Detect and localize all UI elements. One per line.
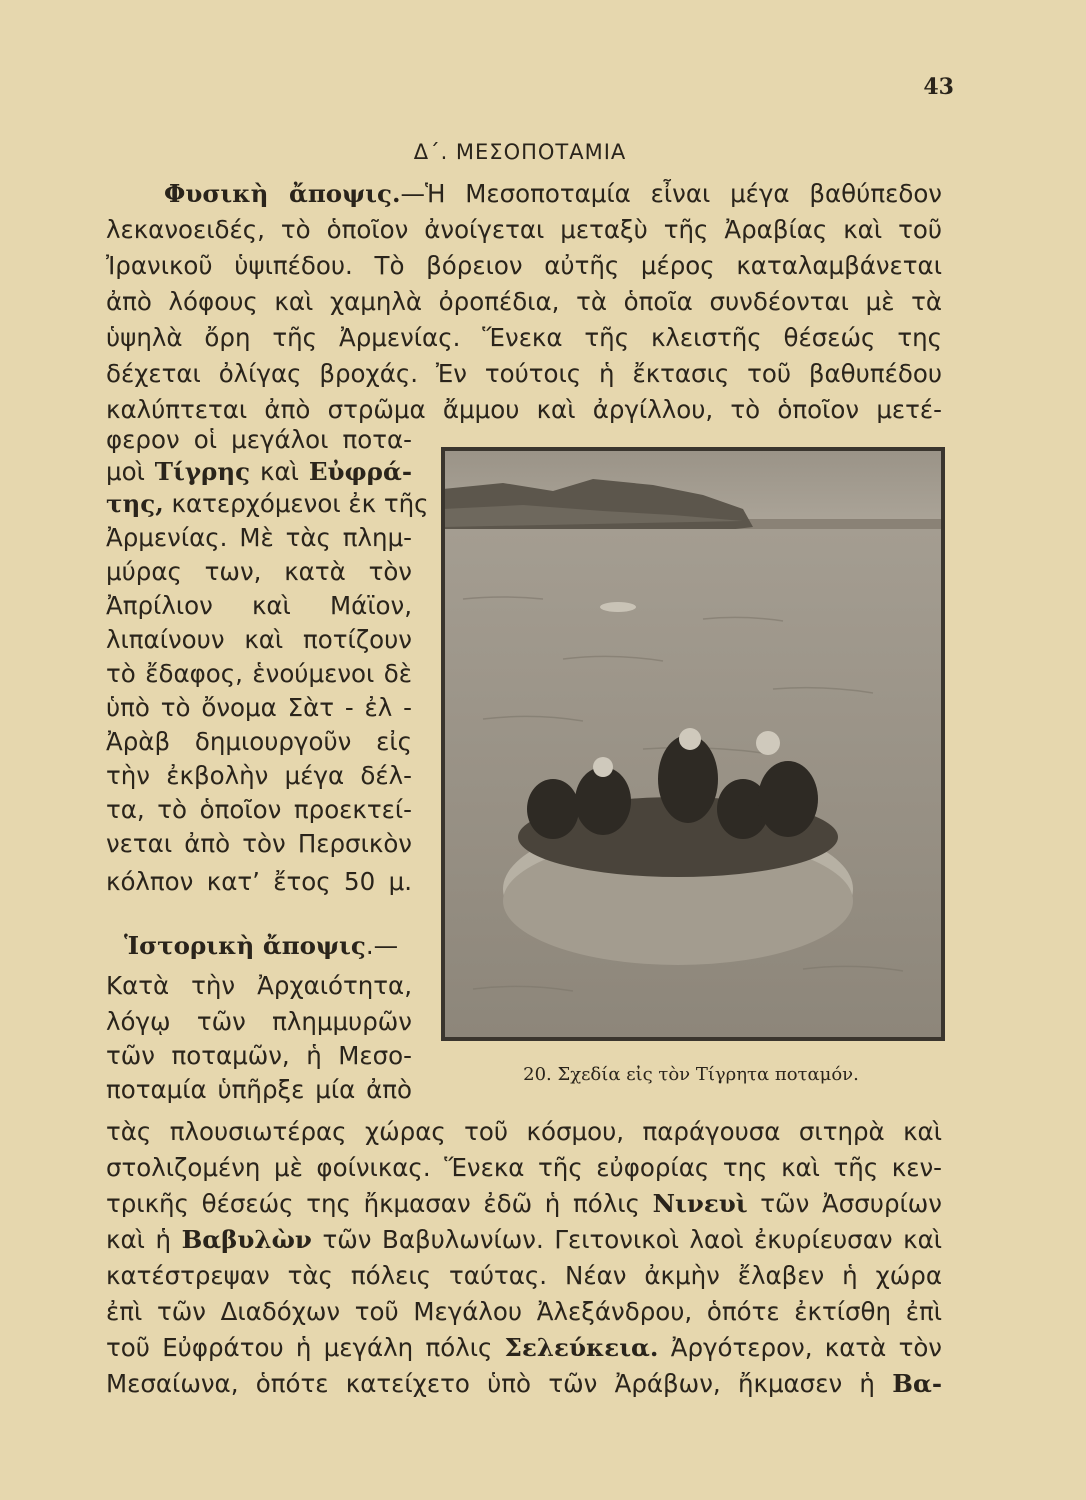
paragraph-line: κατέστρεψαν τὰς πόλεις ταύτας. Νέαν ἀκμὴν ἔλαβεν ἡ χώρα bbox=[106, 1261, 942, 1290]
section-heading-historical: Ἱστορικὴ ἄποψις bbox=[124, 931, 366, 960]
paragraph-line: μοὶ Τίγρης καὶ Εὐφρά- bbox=[106, 457, 412, 486]
figure-caption: 20. Σχεδία εἰς τὸν Τίγρητα ποταμόν. bbox=[523, 1064, 859, 1085]
paragraph-line: Ἀρὰβ δημιουργοῦν εἰς bbox=[106, 727, 412, 756]
paragraph-line: κόλπον κατ’ ἔτος 50 μ. bbox=[106, 867, 412, 896]
paragraph-line: τῶν ποταμῶν, ἡ Μεσο- bbox=[106, 1041, 412, 1070]
paragraph-line: καλύπτεται ἀπὸ στρῶμα ἄμμου καὶ ἀργίλλου, τὸ ὁποῖον μετέ- bbox=[106, 395, 942, 424]
chapter-title: Δ΄. ΜΕΣΟΠΟΤΑΜΙΑ bbox=[413, 140, 627, 164]
section-heading-physical: Φυσικὴ ἄποψις. bbox=[164, 179, 401, 208]
paragraph-line: στολιζομένη μὲ φοίνικας. Ἕνεκα τῆς εὐφορίας της καὶ τῆς κεν- bbox=[106, 1153, 942, 1182]
paragraph-line: ἐπὶ τῶν Διαδόχων τοῦ Μεγάλου Ἀλεξάνδρου, ὁπότε ἐκτίσθη ἐπὶ bbox=[106, 1297, 942, 1326]
paragraph-line: λόγῳ τῶν πλημμυρῶν bbox=[106, 1007, 412, 1036]
paragraph-line: ὑψηλὰ ὄρη τῆς Ἀρμενίας. Ἕνεκα τῆς κλειστῆς θέσεώς της bbox=[106, 323, 942, 352]
paragraph-line: νεται ἀπὸ τὸν Περσικὸν bbox=[106, 829, 412, 858]
paragraph-line: ἀπὸ λόφους καὶ χαμηλὰ ὀροπέδια, τὰ ὁποῖα συνδέονται μὲ τὰ bbox=[106, 287, 942, 316]
paragraph-line: τὰς πλουσιωτέρας χώρας τοῦ κόσμου, παράγουσα σιτηρὰ καὶ bbox=[106, 1117, 942, 1146]
paragraph-line: τὴν ἐκβολὴν μέγα δέλ- bbox=[106, 761, 412, 790]
photo-raft-on-tigris bbox=[441, 447, 945, 1041]
paragraph-line: τα, τὸ ὁποῖον προεκτεί- bbox=[106, 795, 412, 824]
paragraph-line: τρικῆς θέσεώς της ἤκμασαν ἐδῶ ἡ πόλις Νινευὶ τῶν Ἀσσυρίων bbox=[106, 1189, 942, 1218]
paragraph-line: Φυσικὴ ἄποψις.—Ἡ Μεσοποταμία εἶναι μέγα βαθύπεδον bbox=[164, 179, 942, 208]
city-seleucia: Σελεύκεια. bbox=[504, 1333, 659, 1362]
paragraph-line: καὶ ἡ Βαβυλὼν τῶν Βαβυλωνίων. Γειτονικοὶ λαοὶ ἐκυρίευσαν καὶ bbox=[106, 1225, 943, 1254]
paragraph-line: Ἀρμενίας. Μὲ τὰς πλημ- bbox=[106, 523, 412, 552]
river-euphrates: Εὐφρά- bbox=[308, 457, 412, 486]
paragraph-line: Κατὰ τὴν Ἀρχαιότητα, bbox=[106, 971, 412, 1000]
page-number: 43 bbox=[923, 74, 954, 100]
paragraph-line: Ἰρανικοῦ ὑψιπέδου. Τὸ βόρειον αὐτῆς μέρος καταλαμβάνεται bbox=[106, 251, 942, 280]
river-tigris: Τίγρης bbox=[154, 457, 251, 486]
paragraph-line: μύρας των, κατὰ τὸν bbox=[106, 557, 412, 586]
city-nineveh: Νινευὶ bbox=[652, 1189, 748, 1218]
paragraph-line: Ἀπρίλιον καὶ Μάϊον, bbox=[106, 591, 412, 620]
paragraph-line: τὸ ἔδαφος, ἑνούμενοι δὲ bbox=[106, 659, 412, 688]
paragraph-line: λιπαίνουν καὶ ποτίζουν bbox=[106, 625, 412, 654]
paragraph-line: ποταμία ὑπῆρξε μία ἀπὸ bbox=[106, 1075, 412, 1104]
paragraph-line: φερον οἱ μεγάλοι ποτα- bbox=[106, 425, 412, 454]
paragraph-line: δέχεται ὀλίγας βροχάς. Ἐν τούτοις ἡ ἔκτασις τοῦ βαθυπέδου bbox=[106, 359, 942, 388]
city-babylon: Βαβυλὼν bbox=[181, 1225, 312, 1254]
paragraph-line: της, κατερχόμενοι ἐκ τῆς bbox=[106, 489, 429, 518]
paragraph-line: τοῦ Εὐφράτου ἡ μεγάλη πόλις Σελεύκεια. Ἀργότερον, κατὰ τὸν bbox=[106, 1333, 942, 1362]
paragraph-line: Ἱστορικὴ ἄποψις.— bbox=[124, 931, 399, 960]
paragraph-line: Μεσαίωνα, ὁπότε κατείχετο ὑπὸ τῶν Ἀράβων, ἤκμασεν ἡ Βα- bbox=[106, 1369, 942, 1398]
paragraph-line: λεκανοειδές, τὸ ὁποῖον ἀνοίγεται μεταξὺ τῆς Ἀραβίας καὶ τοῦ bbox=[106, 215, 942, 244]
paragraph-line: ὑπὸ τὸ ὄνομα Σὰτ - ἐλ - bbox=[106, 693, 412, 722]
